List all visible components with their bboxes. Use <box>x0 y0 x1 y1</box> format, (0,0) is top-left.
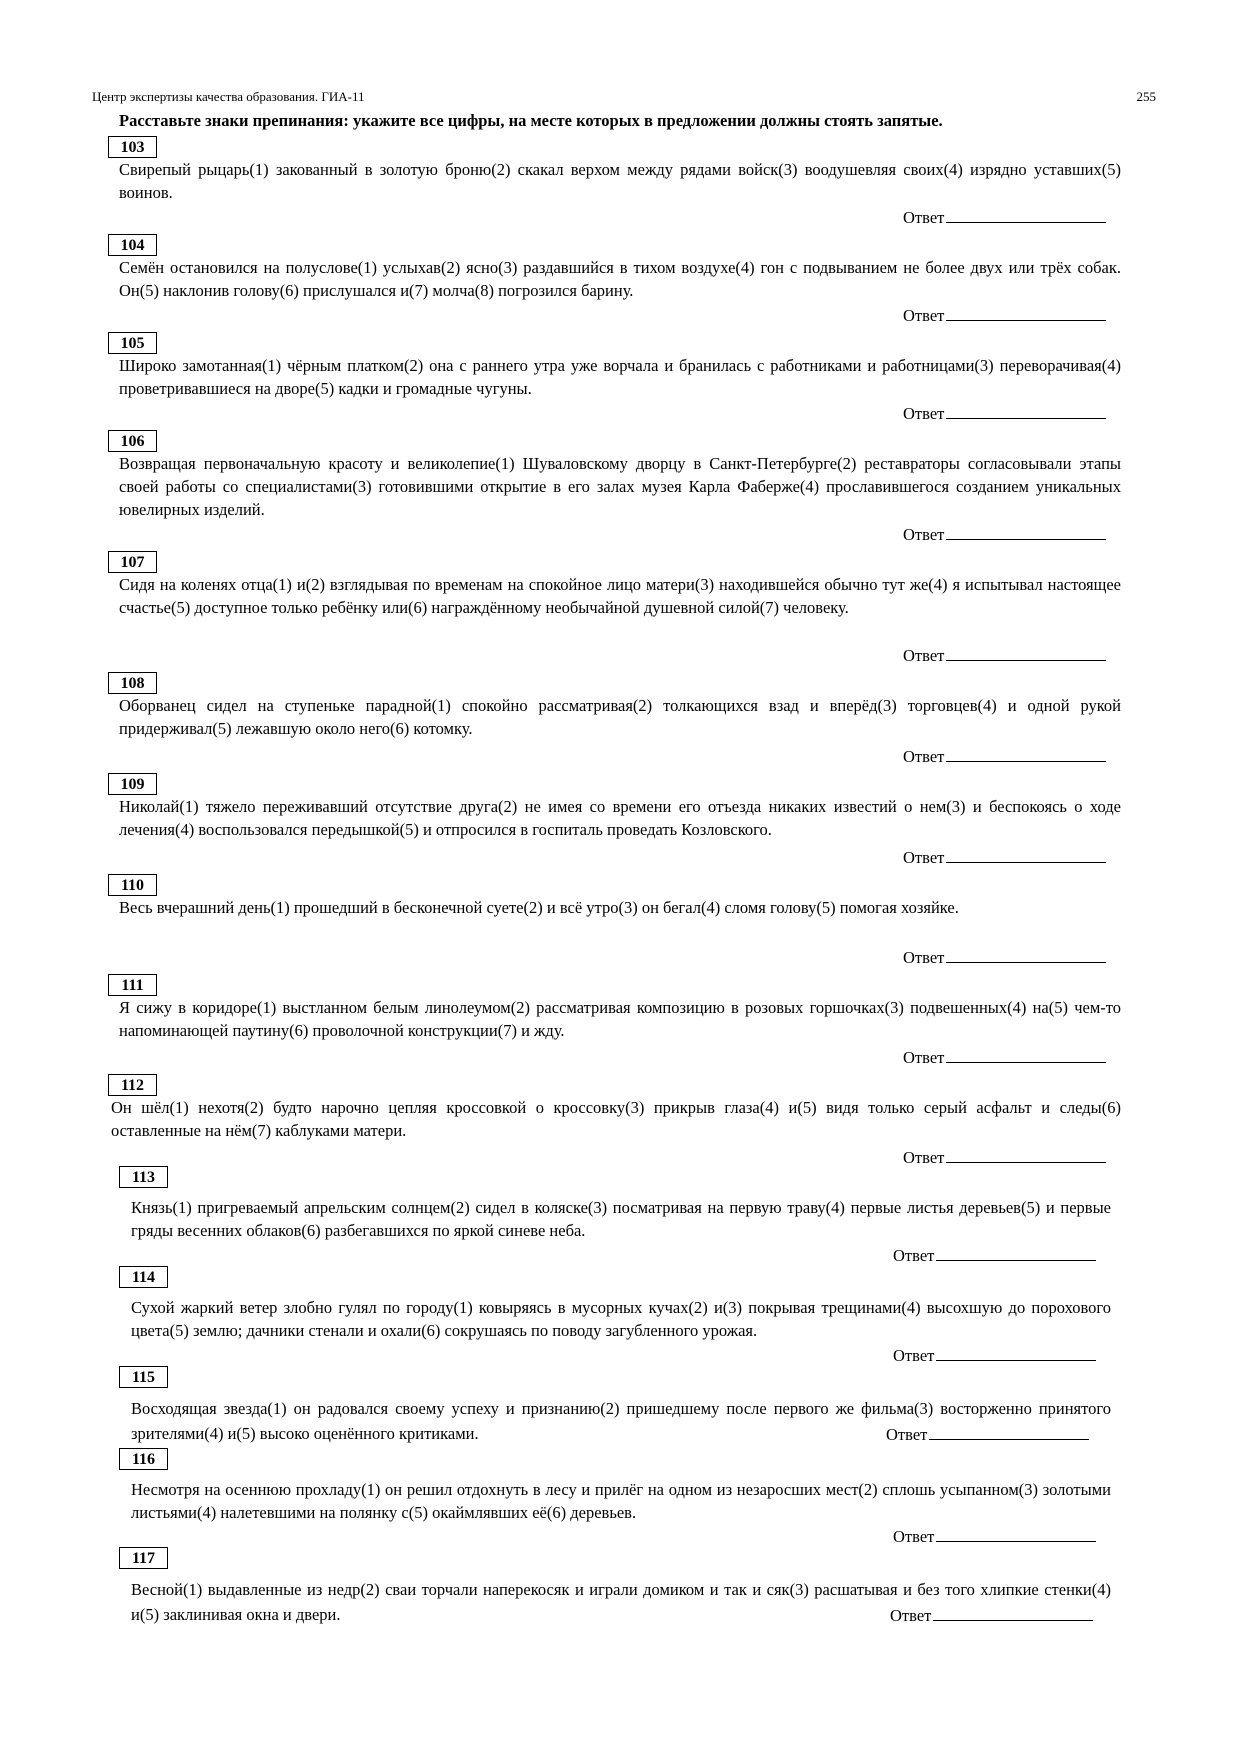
answer-field[interactable] <box>903 1046 1106 1068</box>
answer-field[interactable] <box>893 1244 1096 1266</box>
task-sentence: Свирепый рыцарь(1) закованный в золотую броню(2) скакал верхом между рядами войск(3) воодушевляя своих(4) изрядно уставших(5) воинов. <box>119 160 1121 202</box>
answer-field[interactable] <box>903 745 1106 767</box>
answer-field[interactable] <box>903 206 1106 228</box>
answer-field[interactable] <box>903 1146 1106 1168</box>
task-number: 104 <box>108 234 157 256</box>
task-sentence: Возвращая первоначальную красоту и великолепие(1) Шуваловскому дворцу в Санкт-Петербурге(2) реставраторы согласовывали этапы своей работы со специалистами(3) готовившими открытие в его залах музея Карла Фаберже(4) прославившегося созданием уникальных ювелирных изделий. <box>119 454 1121 519</box>
task-sentence: Я сижу в коридоре(1) выстланном белым линолеумом(2) рассматривая композицию в розовых горшочках(3) подвешенных(4) на(5) чем-то напоминающей паутину(6) проволочной конструкции(7) и жду. <box>119 998 1121 1040</box>
answer-field[interactable] <box>893 1344 1096 1366</box>
task-number: 114 <box>119 1266 168 1288</box>
answer-label: Ответ <box>903 208 945 227</box>
answer-label: Ответ <box>903 1148 945 1167</box>
task-number: 117 <box>119 1547 168 1569</box>
answer-field[interactable] <box>886 1423 1089 1445</box>
task-sentence: Восходящая звезда(1) он радовался своему успеху и признанию(2) пришедшему после первого же фильма(3) восторженно принятого зрителями(4) и(5) высоко оценённого критиками. <box>131 1399 1111 1443</box>
task-number: 112 <box>108 1074 157 1096</box>
task-number: 108 <box>108 672 157 694</box>
answer-label: Ответ <box>890 1606 932 1625</box>
answer-line[interactable] <box>946 304 1106 321</box>
page-number: 255 <box>1136 89 1156 104</box>
answer-label: Ответ <box>903 948 945 967</box>
answer-field[interactable] <box>903 304 1106 326</box>
task-number: 113 <box>119 1166 168 1188</box>
task-sentence: Князь(1) пригреваемый апрельским солнцем(2) сидел в коляске(3) посматривая на первую траву(4) первые листья деревьев(5) и первые гряды весенних облаков(6) разбегавшихся по яркой синеве неба. <box>131 1198 1111 1240</box>
answer-line[interactable] <box>929 1423 1089 1440</box>
task-number: 103 <box>108 136 157 158</box>
answer-line[interactable] <box>946 644 1106 661</box>
task-sentence: Семён остановился на полуслове(1) услыхав(2) ясно(3) раздавшийся в тихом воздухе(4) гон с подвыванием не более двух или трёх собак. Он(5) наклонив голову(6) прислушался и(7) молча(8) погрозился барину. <box>119 258 1121 300</box>
answer-field[interactable] <box>903 402 1106 424</box>
answer-line[interactable] <box>946 206 1106 223</box>
answer-field[interactable] <box>903 523 1106 545</box>
answer-line[interactable] <box>946 1146 1106 1163</box>
answer-field[interactable] <box>890 1604 1093 1626</box>
answer-label: Ответ <box>903 306 945 325</box>
answer-field[interactable] <box>903 946 1106 968</box>
task-number: 107 <box>108 551 157 573</box>
answer-label: Ответ <box>903 646 945 665</box>
answer-label: Ответ <box>903 1048 945 1067</box>
answer-line[interactable] <box>946 745 1106 762</box>
answer-line[interactable] <box>936 1344 1096 1361</box>
answer-label: Ответ <box>893 1527 935 1546</box>
answer-field[interactable] <box>893 1525 1096 1547</box>
task-sentence: Весной(1) выдавленные из недр(2) сваи торчали наперекосяк и играли домиком и так и сяк(3) расшатывая и без того хлипкие стенки(4) и(5) заклинивая окна и двери. <box>131 1580 1111 1624</box>
answer-line[interactable] <box>946 523 1106 540</box>
task-number: 105 <box>108 332 157 354</box>
task-number: 109 <box>108 773 157 795</box>
answer-field[interactable] <box>903 644 1106 666</box>
task-sentence: Николай(1) тяжело переживавший отсутствие друга(2) не имея со времени его отъезда никаких известий о нем(3) и беспокоясь о ходе лечения(4) воспользовался передышкой(5) и отпросился в госпиталь проведать Козловского. <box>119 797 1121 839</box>
task-number: 115 <box>119 1366 168 1388</box>
task-number: 106 <box>108 430 157 452</box>
task-sentence: Сидя на коленях отца(1) и(2) взглядывая по временам на спокойное лицо матери(3) находившейся обычно тут же(4) я испытывал настоящее счастье(5) доступное только ребёнку или(6) награждённому необычайной душевной силой(7) человеку. <box>119 575 1121 617</box>
task-number: 111 <box>108 974 157 996</box>
task-number: 110 <box>108 874 157 896</box>
answer-label: Ответ <box>903 848 945 867</box>
answer-line[interactable] <box>933 1604 1093 1621</box>
answer-field[interactable] <box>903 846 1106 868</box>
answer-line[interactable] <box>936 1244 1096 1261</box>
task-sentence: Оборванец сидел на ступеньке парадной(1) спокойно рассматривая(2) толкающихся взад и вперёд(3) торговцев(4) и одной рукой придерживал(5) лежавшую около него(6) котомку. <box>119 696 1121 738</box>
answer-line[interactable] <box>946 946 1106 963</box>
answer-label: Ответ <box>886 1425 928 1444</box>
task-sentence: Широко замотанная(1) чёрным платком(2) она с раннего утра уже ворчала и бранилась с работниками и работницами(3) переворачивая(4) проветривавшиеся на дворе(5) кадки и громадные чугуны. <box>119 356 1121 398</box>
answer-label: Ответ <box>903 747 945 766</box>
answer-label: Ответ <box>893 1246 935 1265</box>
answer-line[interactable] <box>936 1525 1096 1542</box>
answer-line[interactable] <box>946 846 1106 863</box>
answer-label: Ответ <box>893 1346 935 1365</box>
answer-line[interactable] <box>946 402 1106 419</box>
task-sentence: Несмотря на осеннюю прохладу(1) он решил отдохнуть в лесу и прилёг на одном из незаросших мест(2) сплошь усыпанном(3) золотыми листьями(4) налетевшими на полянку с(5) окаймлявших её(6) деревьев. <box>131 1480 1111 1522</box>
answer-label: Ответ <box>903 525 945 544</box>
task-sentence: Он шёл(1) нехотя(2) будто нарочно цепляя кроссовкой о кроссовку(3) прикрыв глаза(4) и(5) видя только серый асфальт и следы(6) оставленные на нём(7) каблуками матери. <box>111 1098 1121 1140</box>
answer-label: Ответ <box>903 404 945 423</box>
answer-line[interactable] <box>946 1046 1106 1063</box>
task-sentence: Весь вчерашний день(1) прошедший в бесконечной суете(2) и всё утро(3) он бегал(4) сломя голову(5) помогая хозяйке. <box>119 898 959 917</box>
task-number: 116 <box>119 1448 168 1470</box>
instruction-text: Расставьте знаки препинания: укажите все цифры, на месте которых в предложении должны стоять запятые. <box>119 111 943 130</box>
page-header-title: Центр экспертизы качества образования. ГИА-11 <box>92 89 365 104</box>
task-sentence: Сухой жаркий ветер злобно гулял по городу(1) ковыряясь в мусорных кучах(2) и(3) покрывая трещинами(4) высохшую до порохового цвета(5) землю; дачники стенали и охали(6) сокрушаясь по поводу загубленного урожая. <box>131 1298 1111 1340</box>
